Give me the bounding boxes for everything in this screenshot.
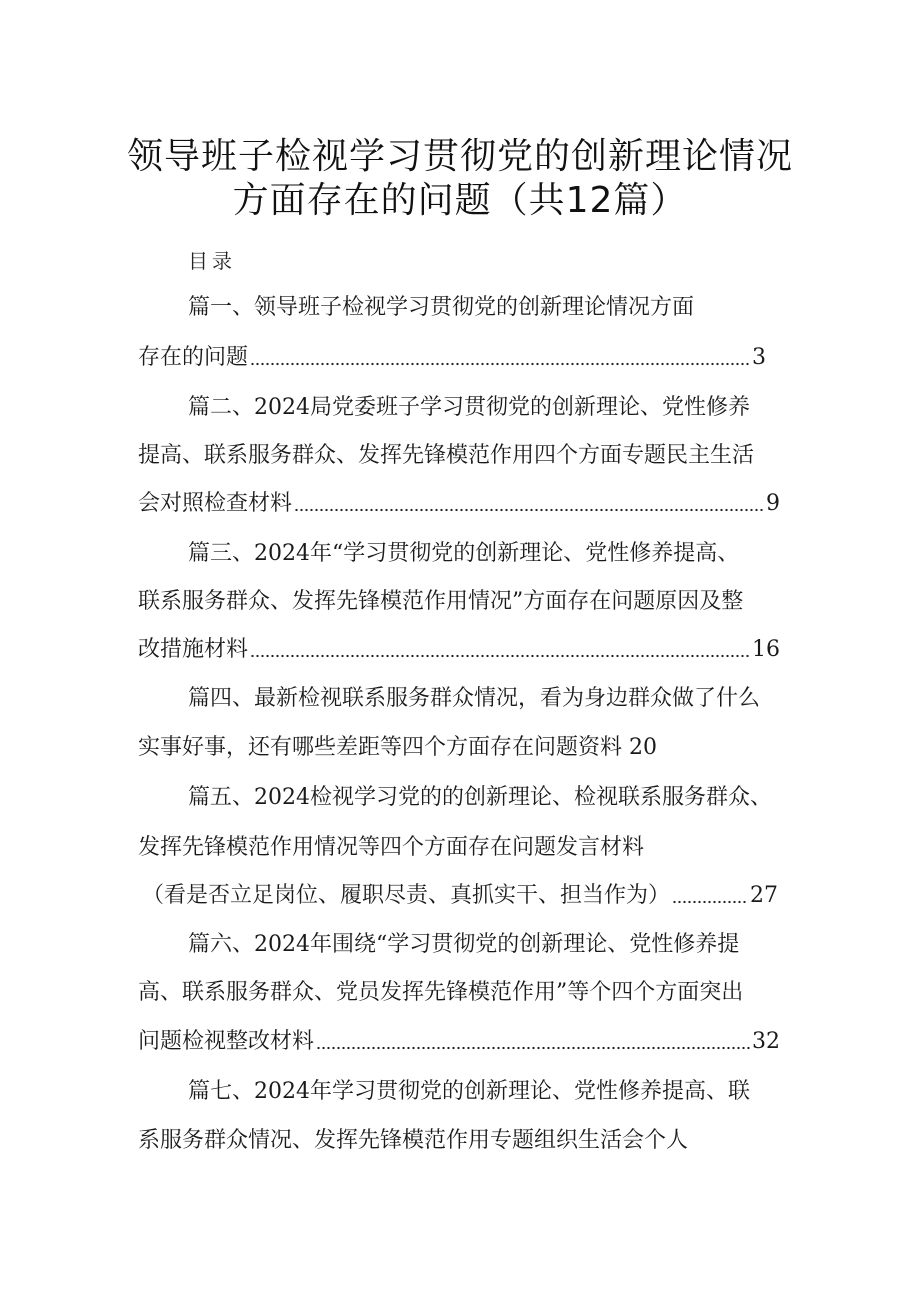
toc-entry-5-line-3: （看是否立足岗位、履职尽责、真抓实干、担当作为）	[142, 883, 671, 908]
toc-entry-2-last-line[interactable]	[138, 489, 780, 519]
toc-entry-5-line-1[interactable]: 篇五、2024检视学习党的的创新理论、检视联系服务群众、	[188, 785, 772, 810]
toc-entry-7-line-1[interactable]: 篇七、2024年学习贯彻党的创新理论、党性修养提高、联	[188, 1079, 750, 1104]
toc-entry-6-line-3: 问题检视整改材料	[138, 1029, 315, 1054]
dot-leader	[672, 900, 748, 904]
dot-leader	[316, 1046, 750, 1050]
toc-entry-7-line-2[interactable]: 系服务群众情况、发挥先锋模范作用专题组织生活会个人	[138, 1128, 689, 1153]
toc-entry-3-line-2[interactable]: 联系服务群众、发挥先锋模范作用情况”方面存在问题原因及整	[138, 589, 744, 614]
toc-entry-5-page: 27	[750, 883, 778, 908]
toc-entry-5-last-line[interactable]	[142, 881, 778, 911]
toc-entry-2-line-3: 会对照检查材料	[138, 491, 293, 516]
toc-entry-6-page: 32	[752, 1029, 780, 1054]
toc-entry-1-last-line[interactable]	[138, 343, 766, 373]
toc-entry-1-line-1[interactable]: 篇一、领导班子检视学习贯彻党的创新理论情况方面	[188, 295, 695, 320]
toc-entry-2-page: 9	[766, 491, 780, 516]
toc-entry-4-page: 20	[629, 735, 658, 760]
toc-heading: 目录	[188, 249, 236, 273]
toc-entry-1-line-2: 存在的问题	[138, 345, 249, 370]
document-title-line-1: 领导班子检视学习贯彻党的创新理论情况	[126, 136, 793, 177]
document-title-line-2: 方面存在的问题（共12篇）	[232, 180, 688, 221]
toc-entry-2-line-1[interactable]: 篇二、2024局党委班子学习贯彻党的创新理论、党性修养	[188, 395, 750, 420]
toc-entry-2-line-2[interactable]: 提高、联系服务群众、发挥先锋模范作用四个方面专题民主生活	[138, 443, 755, 468]
toc-entry-3-line-1[interactable]: 篇三、2024年“学习贯彻党的创新理论、党性修养提高、	[188, 541, 740, 566]
toc-entry-5-line-2[interactable]: 发挥先锋模范作用情况等四个方面存在问题发言材料	[138, 835, 645, 860]
toc-entry-6-last-line[interactable]	[138, 1027, 780, 1057]
dot-leader	[250, 654, 750, 658]
toc-entry-3-last-line[interactable]	[138, 635, 780, 665]
toc-entry-4-line-2[interactable]	[138, 733, 657, 763]
toc-entry-3-line-3: 改措施材料	[138, 637, 249, 662]
toc-entry-3-page: 16	[752, 637, 780, 662]
toc-entry-4-line-1[interactable]: 篇四、最新检视联系服务群众情况，看为身边群众做了什么	[188, 686, 761, 711]
dot-leader	[294, 508, 764, 512]
toc-entry-6-line-1[interactable]: 篇六、2024年围绕“学习贯彻党的创新理论、党性修养提	[188, 932, 740, 957]
dot-leader	[250, 362, 750, 366]
toc-entry-1-page: 3	[752, 345, 766, 370]
toc-entry-4-line-2-text: 实事好事，还有哪些差距等四个方面存在问题资料	[138, 735, 623, 760]
toc-entry-6-line-2[interactable]: 高、联系服务群众、党员发挥先锋模范作用”等个四个方面突出	[138, 980, 744, 1005]
